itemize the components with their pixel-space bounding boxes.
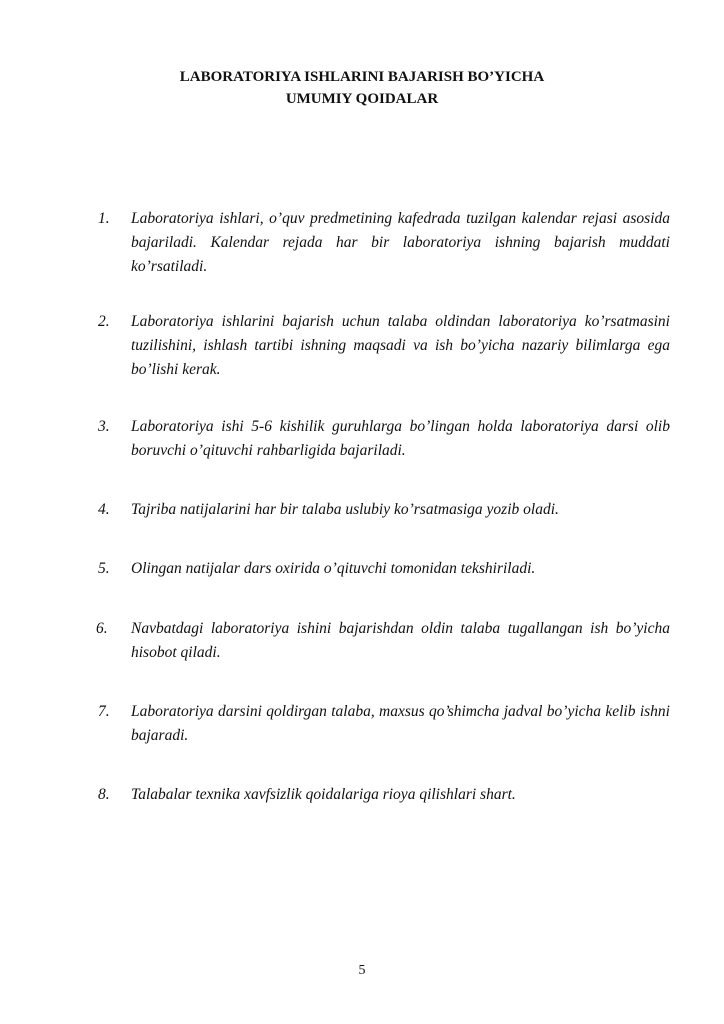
rule-number: 8. bbox=[98, 786, 110, 803]
rule-text: Navbatdagi laboratoriya ishini bajarishdan oldin talaba tugallangan ish bo’yicha hisobot qiladi. bbox=[131, 620, 670, 661]
rule-number: 6. bbox=[96, 620, 108, 637]
page-number: 5 bbox=[358, 963, 366, 978]
rule-text: Laboratoriya ishlari, o’quv predmetining kafedrada tuzilgan kalendar rejasi asosida bajariladi. Kalendar rejada har bir laboratoriya ishning bajarish muddati ko’rsatiladi. bbox=[131, 210, 670, 275]
title-line-2: UMUMIY QOIDALAR bbox=[285, 91, 439, 107]
rule-text: Laboratoriya ishi 5-6 kishilik guruhlarga bo’lingan holda laboratoriya darsi olib boruvchi o’qituvchi rahbarligida bajariladi. bbox=[131, 418, 670, 459]
rule-text: Talabalar texnika xavfsizlik qoidalariga rioya qilishlari shart. bbox=[131, 786, 516, 803]
title-line-1: LABORATORIYA ISHLARINI BAJARISH BO’YICHA bbox=[179, 69, 545, 85]
rule-text: Olingan natijalar dars oxirida o’qituvchi tomonidan tekshiriladi. bbox=[131, 560, 536, 577]
rule-number: 4. bbox=[98, 501, 110, 518]
rule-number: 2. bbox=[98, 313, 110, 330]
rule-number: 5. bbox=[98, 560, 110, 577]
rule-number: 1. bbox=[98, 210, 110, 227]
rule-text: Laboratoriya ishlarini bajarish uchun talaba oldindan laboratoriya ko’rsatmasini tuzilishini, ishlash tartibi ishning maqsadi va ish bo’yicha nazariy bilimlarga ega bo’lishi kerak. bbox=[131, 313, 670, 378]
rule-number: 7. bbox=[98, 703, 110, 720]
rule-number: 3. bbox=[98, 418, 110, 435]
rule-text: Tajriba natijalarini har bir talaba uslubiy ko’rsatmasiga yozib oladi. bbox=[131, 501, 559, 518]
rule-text: Laboratoriya darsini qoldirgan talaba, maxsus qo’shimcha jadval bo’yicha kelib ishni bajaradi. bbox=[131, 703, 670, 744]
